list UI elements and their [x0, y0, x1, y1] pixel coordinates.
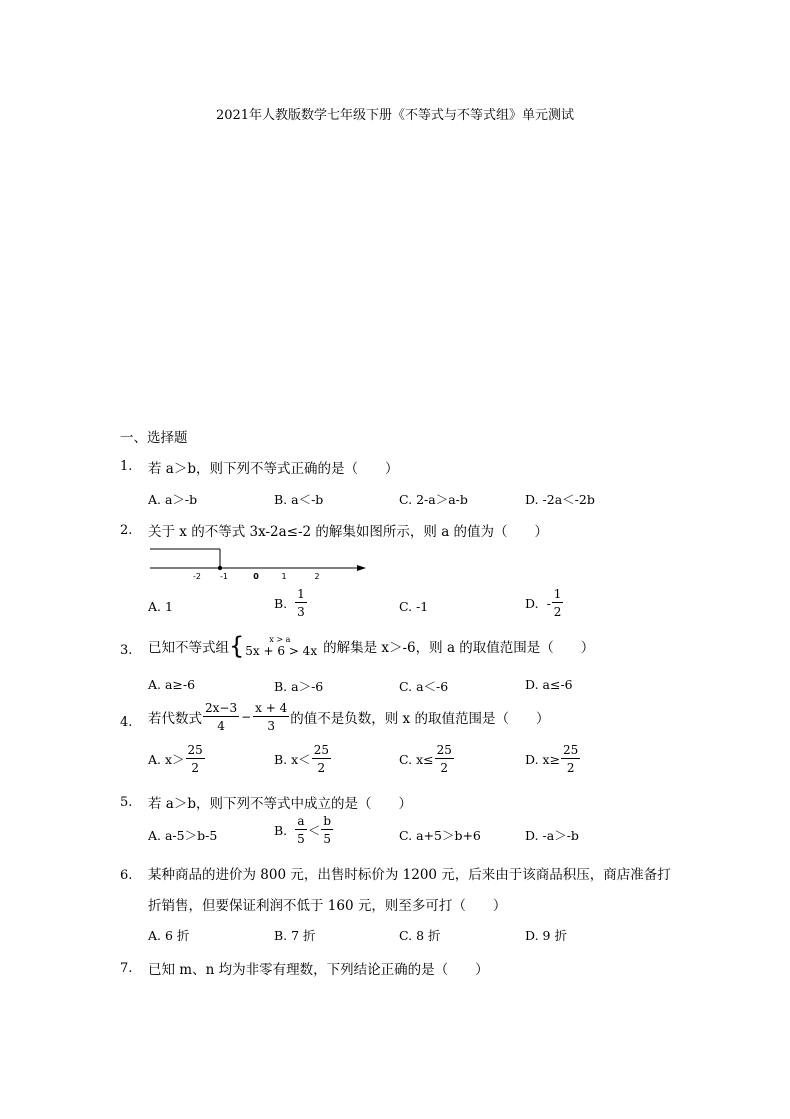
fraction-numerator: 2x−3	[205, 701, 238, 715]
system-row-2: 5x + 6 > 4x	[245, 643, 318, 658]
fraction-numerator: 25	[313, 743, 329, 757]
question-5-option-c: C. a+5＞b+6	[399, 828, 481, 843]
question-6-line-2: 折销售，但要保证利润不低于 160 元，则至多可打（ ）	[148, 898, 507, 914]
question-4-text	[148, 702, 549, 732]
tick-label: 2	[314, 572, 320, 581]
question-6-option-a: A. 6 折	[148, 928, 190, 943]
question-1-option-b: B. a＜-b	[274, 492, 324, 507]
option-label: B. x＜	[274, 752, 311, 767]
question-3-option-c: C. a＜-6	[399, 679, 449, 694]
question-6-number: 6.	[120, 868, 133, 883]
option-label: B.	[274, 595, 288, 611]
question-4-option-c	[399, 744, 455, 774]
question-2-option-c: C. -1	[399, 599, 429, 614]
system-row-1: x > a	[269, 634, 291, 644]
fraction-numerator: 1	[297, 587, 305, 601]
question-5-text: 若 a＞b，则下列不等式中成立的是（ ）	[148, 796, 412, 812]
less-than-operator: ＜	[307, 823, 321, 838]
question-3-text	[148, 634, 594, 658]
fraction	[295, 815, 307, 845]
fraction	[253, 702, 289, 732]
question-4-number: 4.	[120, 715, 133, 730]
question-1-option-d: D. -2a＜-2b	[525, 492, 595, 507]
question-3-option-b: B. a＞-6	[274, 679, 324, 694]
fraction-numerator: 25	[563, 743, 579, 757]
question-6-line-1: 某种商品的进价为 800 元，出售时标价为 1200 元，后来由于该商品积压，商店准备打	[148, 867, 671, 883]
fraction	[321, 815, 333, 845]
question-3-pre: 已知不等式组	[148, 640, 229, 656]
minus-operator: −	[241, 710, 252, 724]
question-3-post: 的解集是 x＞-6，则 a 的取值范围是（ ）	[323, 640, 595, 656]
fraction-numerator: a	[297, 814, 305, 828]
question-2-option-d	[525, 588, 564, 618]
fraction-denominator: 5	[323, 832, 331, 846]
number-line-arrow	[357, 565, 366, 571]
question-1-option-c: C. 2-a＞a-b	[399, 492, 468, 507]
fraction-denominator: 2	[440, 761, 449, 775]
question-6-option-d: D. 9 折	[525, 928, 567, 943]
fraction-numerator: 1	[553, 587, 562, 601]
option-label: D. x≥	[525, 751, 561, 767]
fraction	[186, 744, 205, 774]
number-line-figure	[148, 546, 368, 584]
fraction	[203, 702, 239, 732]
fraction-denominator: 3	[267, 719, 276, 733]
fraction-denominator: 3	[297, 605, 305, 619]
fraction	[552, 588, 564, 618]
question-4-option-a	[148, 744, 206, 774]
fraction	[295, 588, 307, 618]
question-7-number: 7.	[120, 961, 133, 976]
question-5-option-a: A. a-5＞b-5	[148, 828, 218, 843]
question-2-number: 2.	[120, 523, 133, 538]
solution-endpoint-dot	[218, 566, 222, 570]
question-2-option-a: A. 1	[148, 599, 173, 614]
tick-label: 1	[281, 572, 287, 581]
question-6-option-c: C. 8 折	[399, 928, 441, 943]
section-heading: 一、选择题	[120, 430, 188, 446]
document-title: 2021年人教版数学七年级下册《不等式与不等式组》单元测试	[215, 108, 575, 123]
question-2-text: 关于 x 的不等式 3x-2a≤-2 的解集如图所示，则 a 的值为（ ）	[148, 524, 549, 540]
question-3-option-d: D. a≤-6	[525, 677, 573, 692]
fraction-denominator: 4	[217, 719, 225, 733]
question-3-number: 3.	[120, 643, 133, 658]
fraction-denominator: 5	[297, 832, 305, 846]
question-4-post: 的值不是负数，则 x 的取值范围是（ ）	[290, 711, 550, 727]
question-4-option-d	[525, 744, 581, 774]
option-label: A. x＞	[148, 752, 185, 767]
question-4-pre: 若代数式	[148, 711, 202, 727]
option-label: C. x≤	[399, 751, 434, 767]
fraction-denominator: 2	[317, 761, 326, 775]
tick-label: -2	[193, 572, 201, 581]
fraction-denominator: 2	[553, 605, 562, 619]
question-2-option-b	[274, 588, 308, 618]
question-5-option-d: D. -a＞-b	[525, 828, 579, 843]
question-1-option-a: A. a＞-b	[148, 492, 198, 507]
tick-label: 0	[253, 572, 259, 581]
fraction-numerator: x + 4	[255, 701, 288, 715]
fraction-numerator: 25	[187, 743, 203, 757]
inequality-system: { x > a 5x + 6 > 4x	[229, 632, 318, 660]
question-3-option-a: A. a≥-6	[148, 677, 196, 692]
fraction-numerator: b	[323, 814, 332, 828]
fraction	[312, 744, 331, 774]
tick-label: -1	[220, 572, 228, 581]
question-5-number: 5.	[120, 795, 133, 810]
question-4-option-b	[274, 744, 332, 774]
question-1-number: 1.	[120, 459, 133, 474]
fraction	[435, 744, 454, 774]
option-label: D.	[525, 595, 539, 611]
fraction-denominator: 2	[191, 761, 199, 775]
fraction-numerator: 25	[436, 743, 452, 757]
question-1-text: 若 a＞b，则下列不等式正确的是（ ）	[148, 461, 399, 477]
option-label: B.	[274, 822, 288, 838]
question-5-option-b	[274, 815, 334, 845]
minus-sign: -	[546, 595, 551, 611]
fraction	[561, 744, 580, 774]
fraction-denominator: 2	[566, 761, 575, 775]
question-7-text: 已知 m、n 均为非零有理数，下列结论正确的是（ ）	[148, 962, 489, 978]
question-6-option-b: B. 7 折	[274, 928, 316, 943]
